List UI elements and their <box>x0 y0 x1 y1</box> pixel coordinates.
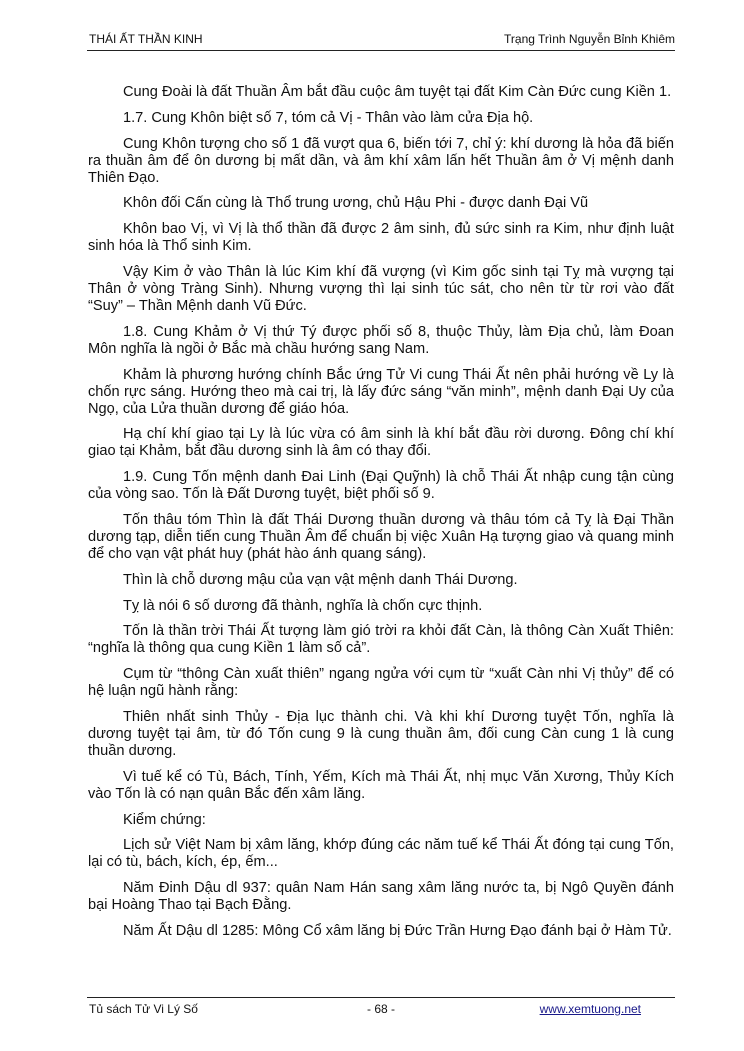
paragraph: Khôn đối Cấn cùng là Thổ trung ương, chủ Hậu Phi - được danh Đại Vũ <box>123 195 589 212</box>
paragraph: Khảm là phương hướng chính Bắc ứng Tử Vi cung Thái Ất nên phải hướng về Ly là chốn rực sáng. Hướng theo mà cai trị, là lấy đức sáng “văn minh”, mệnh danh Đại Uy của Ngọ, của Lửa thuần dương để giáo hóa. <box>88 366 674 417</box>
paragraph: Tốn thâu tóm Thìn là đất Thái Dương thuần dương và thâu tóm cả Tỵ là Đại Thần dương tạp, diễn tiến cung Thuần Âm để chuẩn bị việc Xuân Hạ tượng giao và quang minh để cho vạn vật phát huy (phát hào ánh quang sáng). <box>88 511 674 562</box>
page-body <box>88 84 674 949</box>
paragraph: Cung Đoài là đất Thuần Âm bắt đầu cuộc âm tuyệt tại đất Kim Càn Đức cung Kiền 1. <box>123 84 672 100</box>
paragraph: 1.7. Cung Khôn biệt số 7, tóm cả Vị - Thân vào làm cửa Địa hộ. <box>123 109 534 126</box>
paragraph: Thìn là chỗ dương mậu của vạn vật mệnh danh Thái Dương. <box>123 571 518 588</box>
paragraph: Kiểm chứng: <box>123 811 206 828</box>
book-title: THÁI ẤT THẦN KINH <box>89 32 203 46</box>
paragraph: Vì tuế kể có Tù, Bách, Tính, Yếm, Kích mà Thái Ất, nhị mục Văn Xương, Thủy Kích vào Tốn là có nạn quân Bắc đến xâm lăng. <box>88 768 674 802</box>
paragraph: Lịch sử Việt Nam bị xâm lăng, khớp đúng các năm tuế kể Thái Ất đóng tại cung Tốn, lại có tù, bách, kích, ép, ếm... <box>88 837 674 871</box>
paragraph: Khôn bao Vị, vì Vị là thổ thần đã được 2 âm sinh, đủ sức sinh ra Kim, như định luật sinh hóa là Thổ sinh Kim. <box>88 221 674 255</box>
paragraph: Thiên nhất sinh Thủy - Địa lục thành chi. Và khi khí Dương tuyệt Tốn, nghĩa là dương tuyệt tại âm, từ đó Tốn cung 9 là cung thuần âm, đối cung Càn cung 1 là cung thuần dương. <box>88 708 674 759</box>
paragraph: Cung Khôn tượng cho số 1 đã vượt qua 6, biến tới 7, chỉ ý: khí dương là hỏa đã biến ra thuần âm để ôn dương bị mất dần, và âm khí xâm lấn hết Thuần âm ở Vị mệnh danh Thiên Đạo. <box>88 135 674 186</box>
series-name: Tủ sách Tử Vi Lý Số <box>89 1002 198 1016</box>
page-footer <box>87 997 675 1018</box>
page-number: - 68 - <box>367 1002 396 1016</box>
paragraph: Năm Đinh Dậu dl 937: quân Nam Hán sang xâm lăng nước ta, bị Ngô Quyền đánh bại Hoàng Thao tại Bạch Đằng. <box>88 880 674 914</box>
paragraph: Tỵ là nói 6 số dương đã thành, nghĩa là chốn cực thịnh. <box>123 597 483 614</box>
paragraph: 1.9. Cung Tốn mệnh danh Đai Linh (Đại Quỹnh) là chỗ Thái Ất nhập cung tận cùng của vòng sao. Tốn là Đất Dương tuyệt, biệt phối số 9. <box>88 469 674 503</box>
website-link[interactable]: www.xemtuong.net <box>539 1002 641 1016</box>
author-name: Trạng Trình Nguyễn Bỉnh Khiêm <box>504 32 675 46</box>
page-header <box>87 30 675 51</box>
paragraph: Năm Ất Dậu dl 1285: Mông Cổ xâm lăng bị Đức Trần Hưng Đạo đánh bại ở Hàm Tử. <box>123 922 672 939</box>
paragraph: Hạ chí khí giao tại Ly là lúc vừa có âm sinh là khí bắt đầu rời dương. Đông chí khí giao tại Khảm, bắt đầu dương sinh là âm có thay đổi. <box>88 426 674 460</box>
paragraph: Tốn là thần trời Thái Ất tượng làm gió trời ra khỏi đất Càn, là thông Càn Xuất Thiên: “nghĩa là thông qua cung Kiền 1 làm số cả”. <box>88 623 674 657</box>
paragraph: 1.8. Cung Khảm ở Vị thứ Tý được phối số 8, thuộc Thủy, làm Địa chủ, làm Đoan Môn nghĩa là ngồi ở Bắc mà chầu hướng sang Nam. <box>88 323 674 357</box>
paragraph: Cụm từ “thông Càn xuất thiên” ngang ngửa với cụm từ “xuất Càn nhi Vị thủy” để có hệ luận ngũ hành rằng: <box>88 666 674 700</box>
paragraph: Vậy Kim ở vào Thân là lúc Kim khí đã vượng (vì Kim gốc sinh tại Tỵ mà vượng tại Thân ở vòng Tràng Sinh). Nhưng vượng thì lại sinh túc sát, cho nên từ từ rơi vào đất “Suy” – Thần Mệnh danh Vũ Đức. <box>88 263 674 314</box>
